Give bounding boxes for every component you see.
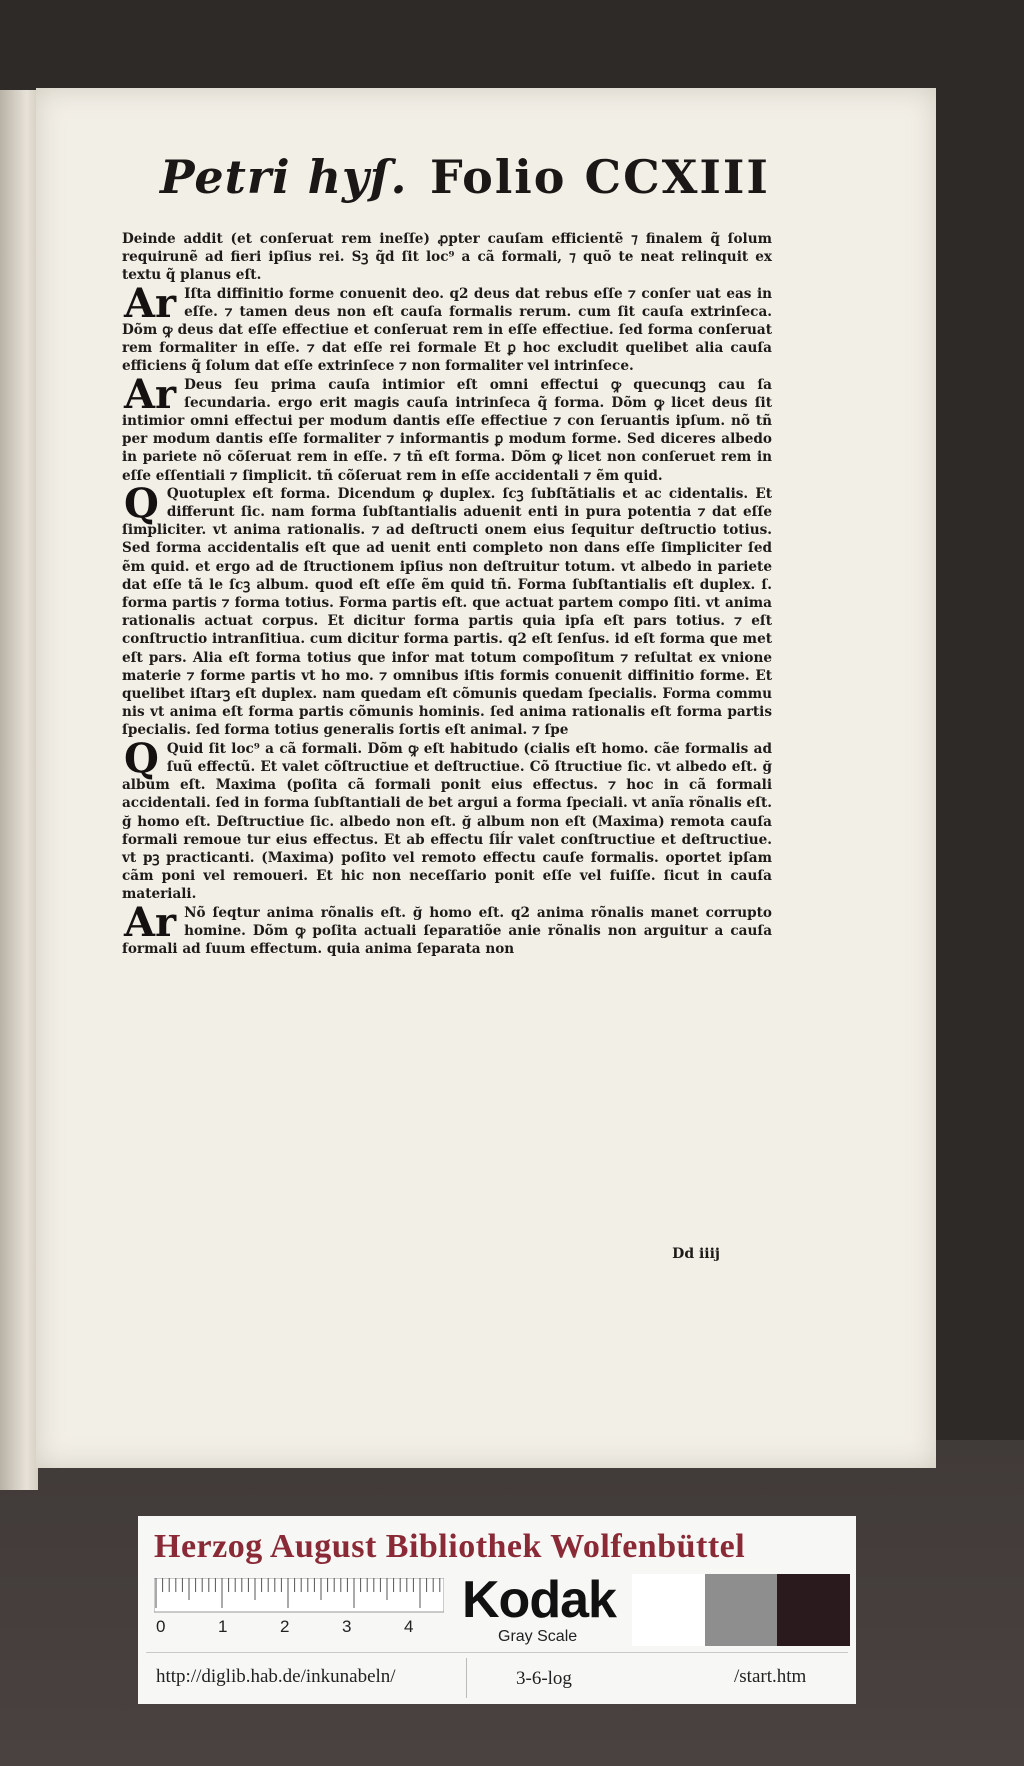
paragraph-text: Iſta diffinitio forme conuenit deo. q2 deus dat rebus eſſe ⁊ conſer uat eas in eſſe. ⁊ tamen deus non eſt cauſa formalis rerum. cum ſit cauſa extrinſeca. Dõm ꝙ deus dat eſſe effectiue et conſeruat rem in eſſe effectiue. ſed forma conſeruat rem formaliter in eſſe. ⁊ dat eſſe rei formale Et ꝑ hoc excludit quelibet alia cauſa efficiens q̃ ſolum dat eſſe extrinſece ⁊ non formaliter vel intrinſece. bbox=[122, 285, 772, 375]
signature-mark: Dd iiij bbox=[672, 1246, 720, 1262]
ruler-number: 0 bbox=[156, 1617, 166, 1636]
paragraph-text: Deus ſeu prima cauſa intimior eſt omni effectui ꝙ quecunqꝫ cau ſa ſecundaria. ergo erit magis cauſa intrinſeca q̃ forma. Dõm ꝙ licet deus ſit intimior omni effectui per modum dantis eſſe effectiue ⁊ con ſeruantis ipſum. nõ tñ per modum dantis eſſe formaliter ⁊ informantis ꝑ modum forme. Sed diceres albedo in pariete nõ cõſeruat rem in eſſe. ⁊ tñ eſt forma. Dõm ꝙ licet non conſeruet rem in eſſe eſſentiali ⁊ ſimplicit. tñ cõſeruat rem in eſſe accidentali ⁊ ẽm quid. bbox=[122, 376, 772, 484]
paragraph-text: Quid ſit loc⁹ a cã formali. Dõm ꝙ eſt habitudo (cialis eſt homo. cãe formalis ad ſuũ effectũ. Et valet cõſtructiue et deſtructiue. Cõ ſtructiue ſic. vt albedo eſt. ğ album eſt. Maxima (poſita cã formali ponit eius effectus. ⁊ hoc in cã formali accidentali. ſed in forma ſubſtantiali de bet argui a forma ſpeciali. vt anĩa rõnalis eſt. ğ homo eſt. Deſtructiue ſic. albedo non eſt. ğ album non eſt (Maxima) remota cauſa formali remoue tur eius effectus. Et ab effectu ſiĺr valet conſtructiue et deſtructiue. vt pꝫ practicanti. (Maxima) poſito vel remoto effectu cauſe formalis. oportet ipſam cãm poni vel remoueri. Et hic non neceſſario ponit eſſe vel fuiſſe. ſicut in cauſa materiali. bbox=[122, 740, 772, 903]
paragraph bbox=[122, 370, 772, 485]
url-separator bbox=[466, 1658, 467, 1698]
book-page bbox=[36, 88, 936, 1468]
ruler-number: 1 bbox=[218, 1617, 228, 1636]
running-title: Petri hyſ. bbox=[160, 150, 408, 204]
paragraph-initial: Q bbox=[124, 734, 159, 782]
swatch-dark bbox=[777, 1574, 850, 1646]
paragraph bbox=[122, 734, 772, 904]
paragraph bbox=[122, 479, 772, 740]
swatch-white bbox=[632, 1574, 705, 1646]
ruler-number: 3 bbox=[342, 1617, 352, 1636]
paragraph-text: Nõ ſeqtur anima rõnalis eſt. ğ homo eſt. q2 anima rõnalis manet corrupto homine. Dõm ꝙ poſita actuali ſeparatiõe anie rõnalis non arguitur a cauſa formali ad ſuum effectum. quia anima ſeparata non bbox=[122, 904, 772, 957]
color-target-card bbox=[138, 1516, 856, 1704]
ruler-graphic bbox=[154, 1578, 444, 1636]
card-divider bbox=[146, 1652, 848, 1653]
paragraph-initial: Ar bbox=[124, 279, 177, 327]
paragraph-initial: Ar bbox=[124, 370, 177, 418]
ruler-number: 2 bbox=[280, 1617, 290, 1636]
adjacent-page-edge bbox=[0, 90, 38, 1490]
paragraph-initial: Q bbox=[124, 479, 159, 527]
gray-scale-swatches bbox=[632, 1574, 850, 1646]
text-block bbox=[122, 230, 772, 958]
ruler-number: 4 bbox=[404, 1617, 414, 1636]
log-id: 3-6-log bbox=[516, 1668, 572, 1689]
paragraph bbox=[122, 230, 772, 285]
start-page: /start.htm bbox=[734, 1666, 807, 1687]
measurement-ruler bbox=[154, 1578, 444, 1636]
gray-scale-label: Gray Scale bbox=[498, 1628, 578, 1645]
library-name: Herzog August Bibliothek Wolfenbüttel bbox=[154, 1528, 746, 1565]
kodak-logo: Kodak bbox=[462, 1571, 616, 1629]
folio-number: Folio CCXIII bbox=[430, 150, 770, 204]
swatch-gray bbox=[705, 1574, 778, 1646]
paragraph-text: Deinde addit (et conſeruat rem ineſſe) ꝓpter cauſam efficientẽ ⁊ finalem q̃ ſolum requirunẽ ad fieri ipſius rei. Sꝫ q̃d ſit loc⁹ a cã formali, ⁊ quõ te neat relinquit ex textu q̃ planus eſt. bbox=[122, 231, 772, 284]
paragraph-text: Quotuplex eſt forma. Dicendum ꝙ duplex. ſcꝫ ſubſtãtialis et ac cidentalis. Et differunt ſic. nam forma ſubſtantialis aduenit enti in pura potentia ⁊ dat eſſe ſimpliciter. vt anima rationalis. ⁊ ad deſtructi onem eius ſequitur deſtructio totius. Sed forma accidentalis eſt que ad uenit enti completo non dans eſſe ſimpliciter ſed ẽm quid. et ergo ad de ſtructionem ipſius non deſtruitur totum. vt albedo in pariete dat eſſe tã le ſcꝫ album. quod eſt eſſe ẽm quid tñ. Forma ſubſtantialis eſt duplex. ſ. forma partis ⁊ forma totius. Forma partis eſt. que actuat partem compo ſiti. vt anima rationalis actuat corpus. Et dicitur forma partis quia ipſa eſt pars totius. ⁊ eſt conſtructio intranſitiua. cum dicitur forma partis. q2 eſt ſenſus. id eſt forma que met eſt pars. Alia eſt forma totius que infor mat totum compoſitum ⁊ reſultat ex vnione materie ⁊ forme partis vt ho mo. ⁊ omnibus iſtis formis conuenit diffinitio forme. Et quelibet iſtarꝫ eſt duplex. nam quedam eſt cõmunis quedam ſpecialis. Forma commu nis vt anima eſt forma partis cõmunis hominis. ſed anima rationalis eſt forma partis ſpecialis. ſed forma totius generalis ſortis eſt animal. ⁊ ſpe bbox=[122, 485, 772, 739]
source-url: http://diglib.hab.de/inkunabeln/ bbox=[156, 1666, 396, 1687]
paragraph bbox=[122, 279, 772, 376]
paragraph bbox=[122, 898, 772, 959]
page-header bbox=[160, 150, 780, 220]
paragraph-initial: Ar bbox=[124, 898, 177, 946]
